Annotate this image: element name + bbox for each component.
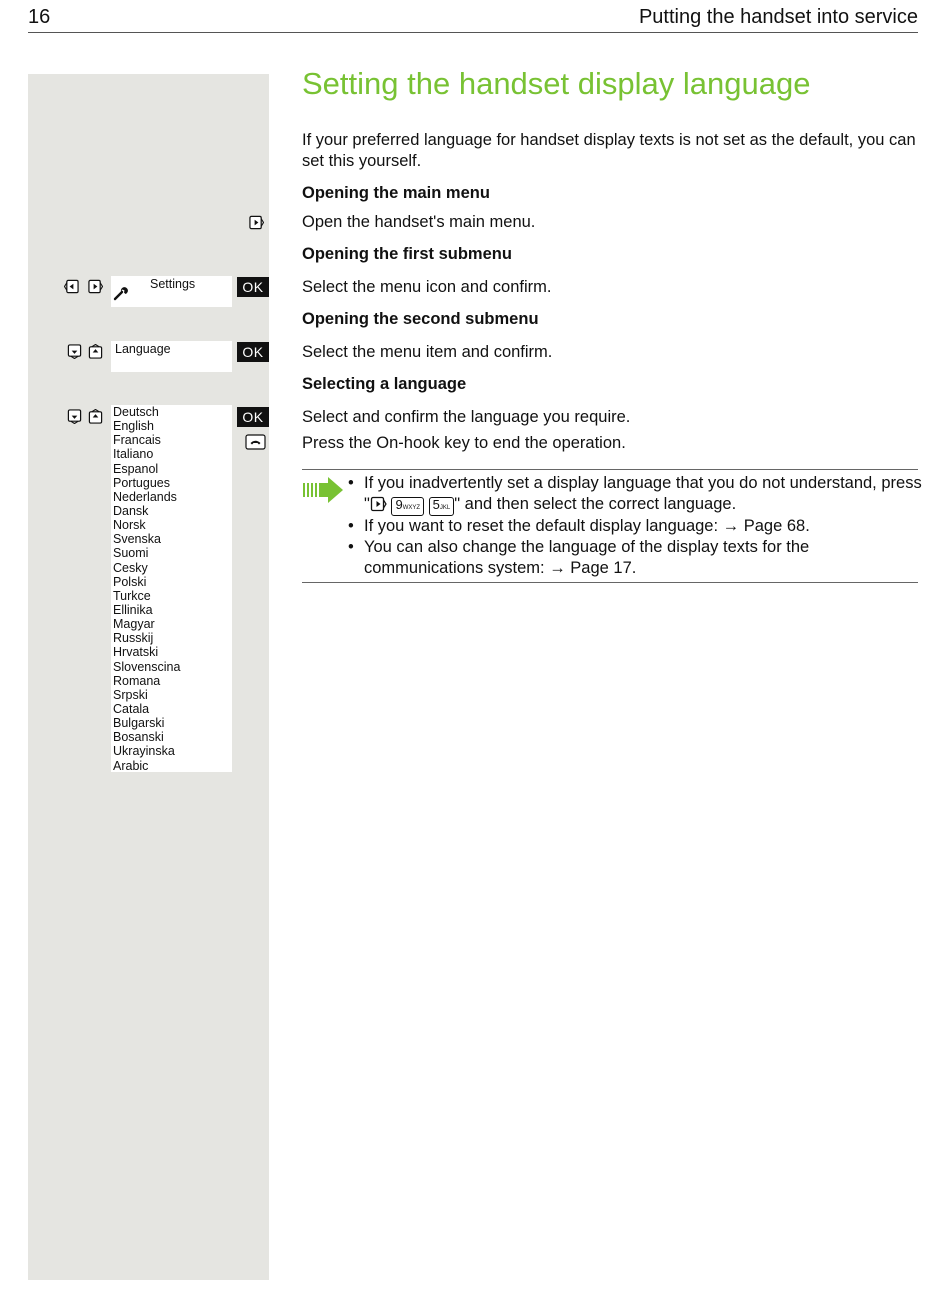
language-option: Suomi bbox=[113, 546, 149, 561]
step-heading-selecting-language: Selecting a language bbox=[302, 375, 467, 393]
keypad-5-icon: 5JKL bbox=[429, 497, 455, 516]
step-action-first-submenu: Select the menu icon and confirm. bbox=[302, 278, 552, 296]
ok-key: OK bbox=[237, 277, 269, 297]
language-option: Dansk bbox=[113, 503, 149, 518]
control-key-left-icon bbox=[64, 279, 79, 294]
wrench-icon bbox=[113, 285, 129, 301]
language-option: English bbox=[113, 419, 154, 434]
display-screen-settings bbox=[111, 276, 232, 307]
control-key-up-icon bbox=[88, 344, 103, 359]
language-option: Ukrayinska bbox=[113, 744, 175, 759]
step-action-select-language: Select and confirm the language you require. bbox=[302, 408, 631, 426]
step-action-end: Press the On-hook key to end the operation. bbox=[302, 434, 626, 452]
intro-text: If your preferred language for handset display texts is not set as the default, you can set this yourself. bbox=[302, 131, 916, 170]
display-screen-language bbox=[111, 341, 232, 372]
step-heading-first-submenu: Opening the first submenu bbox=[302, 245, 512, 263]
language-option: Norsk bbox=[113, 518, 146, 533]
language-option: Cesky bbox=[113, 560, 148, 575]
ok-key: OK bbox=[237, 342, 269, 362]
note-item: • If you inadvertently set a display language that you do not understand, press " 9WXYZ 5JKL " and then select the correct language. bbox=[348, 473, 923, 516]
chapter-title: Putting the handset into service bbox=[638, 6, 918, 28]
control-key-down-icon bbox=[67, 409, 82, 424]
language-option: Italiano bbox=[113, 447, 154, 462]
language-option: Turkce bbox=[113, 588, 151, 603]
control-key-right-icon bbox=[370, 496, 387, 512]
page-header bbox=[28, 6, 918, 33]
control-key-right-icon bbox=[88, 279, 103, 294]
display-screen-language-list bbox=[111, 405, 232, 772]
language-option: Bosanski bbox=[113, 730, 164, 745]
language-option: Espanol bbox=[113, 461, 159, 476]
note-item: • If you want to reset the default display language: → Page 68. bbox=[348, 516, 923, 537]
step-action-second-submenu: Select the menu item and confirm. bbox=[302, 343, 553, 361]
language-option: Hrvatski bbox=[113, 645, 159, 660]
language-option: Deutsch bbox=[113, 405, 159, 419]
step-action-main-menu: Open the handset's main menu. bbox=[302, 213, 536, 231]
control-key-right-icon bbox=[249, 215, 264, 230]
language-option: Polski bbox=[113, 574, 147, 589]
language-option: Nederlands bbox=[113, 489, 177, 504]
language-option: Slovenscina bbox=[113, 659, 181, 674]
control-key-up-icon bbox=[88, 409, 103, 424]
ok-key: OK bbox=[237, 407, 269, 427]
control-key-down-icon bbox=[67, 344, 82, 359]
note-arrow-icon bbox=[303, 477, 344, 503]
step-heading-main-menu: Opening the main menu bbox=[302, 184, 490, 202]
language-list bbox=[111, 405, 232, 773]
language-option: Francais bbox=[113, 433, 161, 448]
note-list bbox=[348, 473, 923, 579]
language-option: Portugues bbox=[113, 475, 170, 490]
language-option: Svenska bbox=[113, 532, 161, 547]
language-option: Ellinika bbox=[113, 602, 153, 617]
screen-label-language: Language bbox=[115, 342, 171, 356]
language-option: Catala bbox=[113, 701, 150, 716]
keypad-9-icon: 9WXYZ bbox=[391, 497, 424, 516]
language-option: Romana bbox=[113, 673, 161, 688]
step-heading-second-submenu: Opening the second submenu bbox=[302, 310, 539, 328]
language-option: Magyar bbox=[113, 617, 155, 632]
language-option: Arabic bbox=[113, 758, 149, 773]
note-top-rule bbox=[302, 469, 918, 470]
note-bottom-rule bbox=[302, 582, 918, 583]
end-call-key-icon bbox=[245, 434, 266, 450]
page-title: Setting the handset display language bbox=[302, 66, 811, 101]
screen-label-settings: Settings bbox=[150, 277, 196, 291]
page-number: 16 bbox=[28, 6, 51, 28]
language-option: Russkij bbox=[113, 631, 154, 646]
language-option: Bulgarski bbox=[113, 716, 165, 731]
note-item: • You can also change the language of the display texts for the communications system: → Page 17. bbox=[348, 537, 923, 579]
language-option: Srpski bbox=[113, 687, 148, 702]
